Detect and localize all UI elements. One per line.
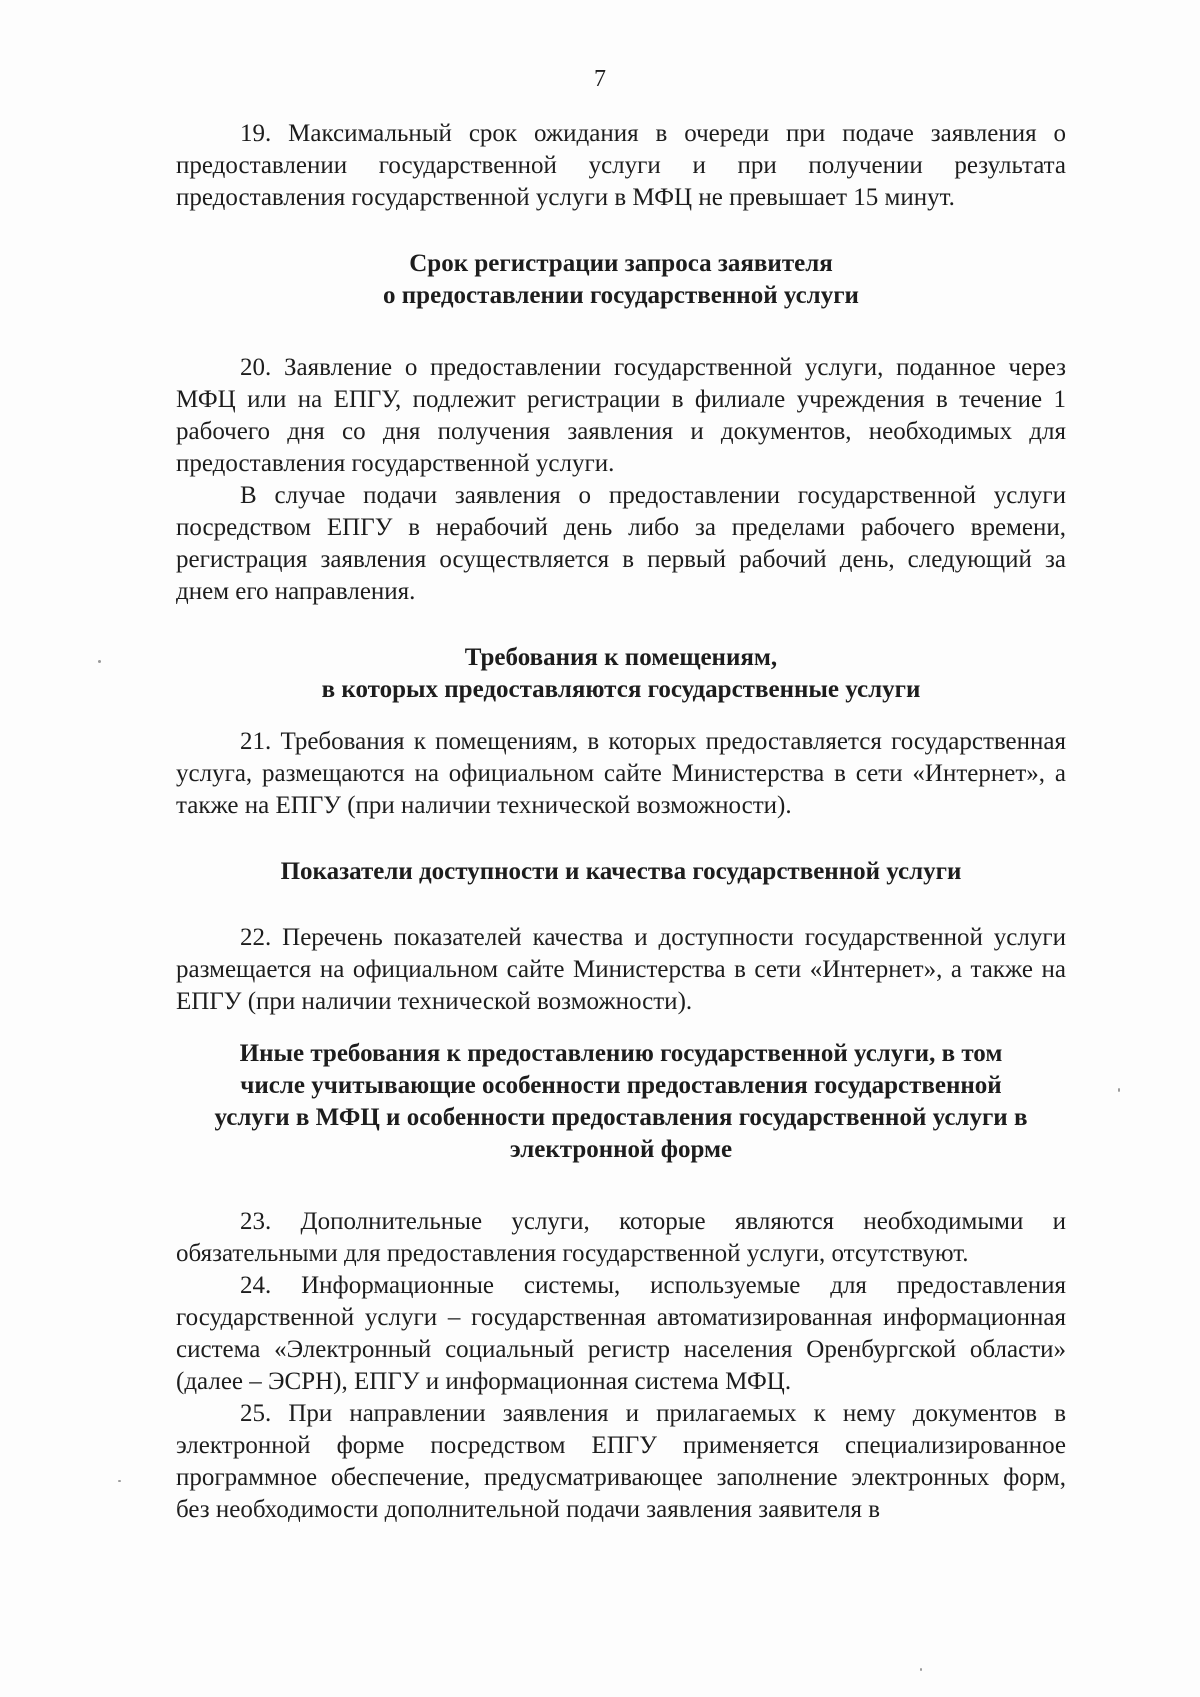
paragraph-20-continued: В случае подачи заявления о предоставлении государственной услуги посредством ЕПГУ в нерабочий день либо за пределами рабочего времени, регистрация заявления осуществляется в первый рабочий день, следующий за днем его направления. [176, 482, 1066, 605]
paragraph-23: 23. Дополнительные услуги, которые являются необходимыми и обязательными для предоставления государственной услуги, отсутствуют. [176, 1208, 1066, 1267]
heading-registration-term [176, 248, 1066, 312]
heading-other-requirements [176, 1038, 1066, 1166]
heading-quality-indicators: Показатели доступности и качества государственной услуги [280, 858, 962, 885]
paragraph-24: 24. Информационные системы, используемые для предоставления государственной услуги – государственная автоматизированная информационная система «Электронный социальный регистр населения Оренбургской области» (далее – ЭСРН), ЕПГУ и информационная система МФЦ. [176, 1272, 1066, 1395]
heading-line: электронной форме [509, 1136, 733, 1163]
scan-speck [1118, 1088, 1120, 1092]
scan-speck [118, 1480, 121, 1482]
paragraph-20: 20. Заявление о предоставлении государственной услуги, поданное через МФЦ или на ЕПГУ, подлежит регистрации в филиале учреждения в течение 1 рабочего дня со дня получения заявления и документов, необходимых для предоставления государственной услуги. [176, 354, 1066, 477]
heading-line: числе учитывающие особенности предоставления государственной [240, 1072, 1002, 1099]
heading-line: услуги в МФЦ и особенности предоставления государственной услуги в [214, 1104, 1028, 1131]
heading-line: Иные требования к предоставлению государственной услуги, в том [239, 1040, 1003, 1067]
paragraph-19: 19. Максимальный срок ожидания в очереди при подаче заявления о предоставлении государственной услуги и при получении результата предоставления государственной услуги в МФЦ не превышает 15 минут. [176, 120, 1066, 211]
paragraph-25: 25. При направлении заявления и прилагаемых к нему документов в электронной форме посредством ЕПГУ применяется специализированное программное обеспечение, предусматривающее заполнение электронных форм, без необходимости дополнительной подачи заявления заявителя в [176, 1400, 1066, 1523]
heading-line: о предоставлении государственной услуги [383, 282, 859, 309]
scan-speck [920, 1668, 922, 1671]
document-body [176, 118, 1066, 1526]
scan-speck [98, 660, 101, 663]
paragraph-22: 22. Перечень показателей качества и доступности государственной услуги размещается на официальном сайте Министерства в сети «Интернет», а также на ЕПГУ (при наличии технической возможности). [176, 924, 1066, 1015]
heading-line: в которых предоставляются государственные услуги [321, 676, 921, 703]
heading-line: Срок регистрации запроса заявителя [409, 250, 833, 277]
heading-line: Требования к помещениям, [464, 644, 778, 671]
page-number: 7 [594, 66, 606, 92]
paragraph-21: 21. Требования к помещениям, в которых предоставляется государственная услуга, размещаются на официальном сайте Министерства в сети «Интернет», а также на ЕПГУ (при наличии технической возможности). [176, 728, 1066, 819]
heading-premises-requirements [176, 642, 1066, 706]
